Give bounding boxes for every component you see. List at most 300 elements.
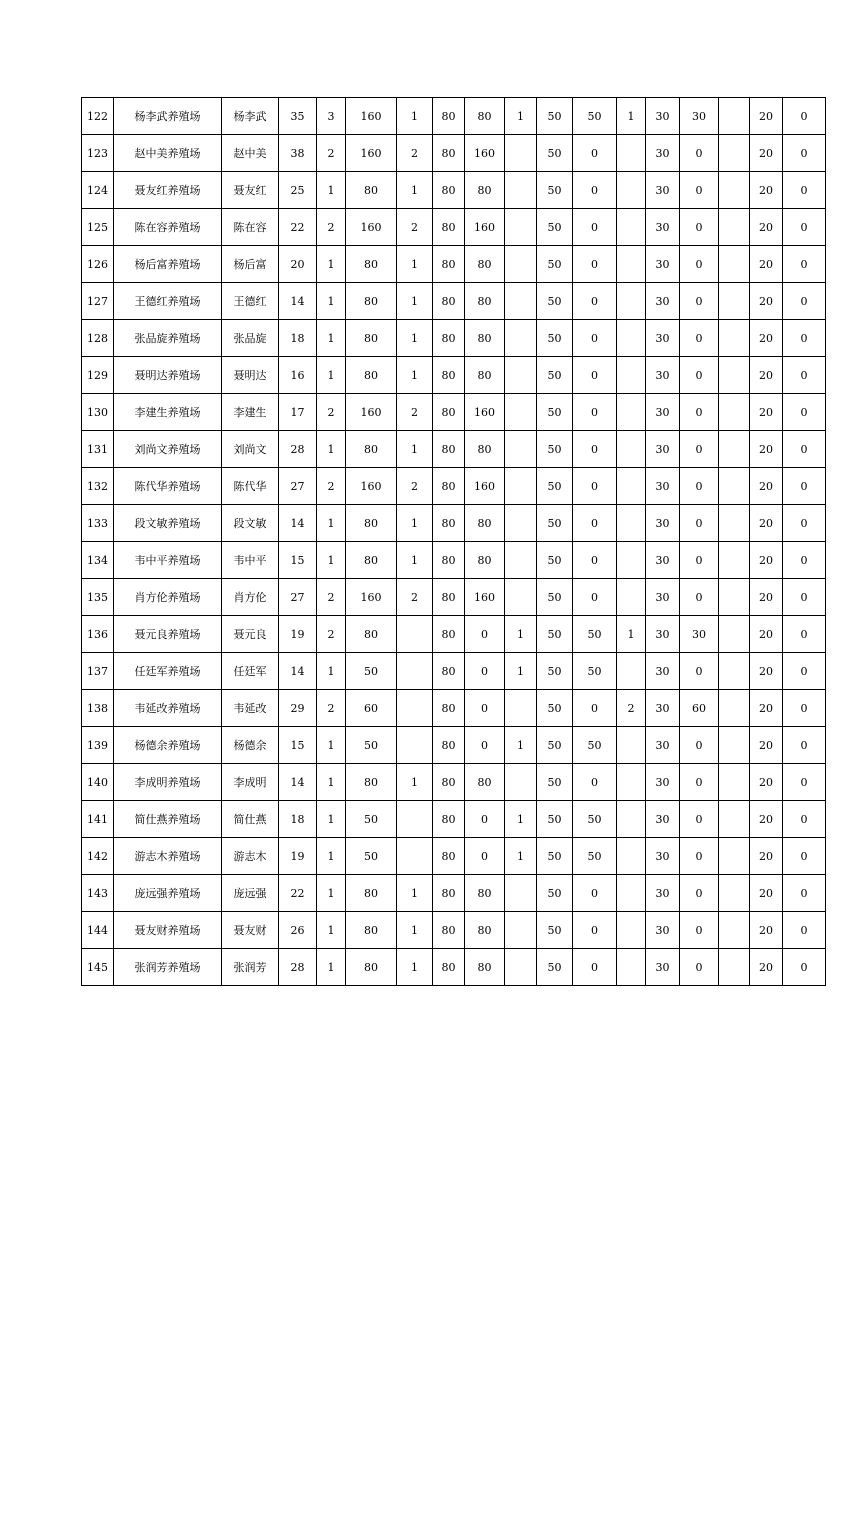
cell-col-11: 50 [537, 246, 573, 283]
cell-col-11: 50 [537, 690, 573, 727]
cell-col-5: 1 [317, 727, 346, 764]
cell-col-16 [719, 912, 750, 949]
cell-col-10 [505, 579, 537, 616]
cell-col-7 [397, 727, 433, 764]
cell-col-5: 3 [317, 98, 346, 135]
cell-owner-name: 陈在容 [222, 209, 279, 246]
cell-col-11: 50 [537, 838, 573, 875]
cell-col-8: 80 [433, 431, 465, 468]
cell-col-9: 160 [465, 394, 505, 431]
cell-owner-name: 李建生 [222, 394, 279, 431]
cell-col-10 [505, 431, 537, 468]
cell-col-6: 80 [346, 505, 397, 542]
cell-owner-name: 任廷军 [222, 653, 279, 690]
cell-col-13 [617, 357, 646, 394]
cell-owner-name: 刘尚文 [222, 431, 279, 468]
cell-col-4: 22 [279, 209, 317, 246]
cell-col-12: 0 [573, 912, 617, 949]
cell-col-11: 50 [537, 98, 573, 135]
cell-farm-name: 聂元良养殖场 [114, 616, 222, 653]
cell-col-17: 20 [750, 764, 783, 801]
cell-col-14: 30 [646, 949, 680, 986]
cell-col-13 [617, 431, 646, 468]
cell-col-7: 1 [397, 246, 433, 283]
cell-col-13 [617, 579, 646, 616]
cell-col-13 [617, 135, 646, 172]
cell-col-7 [397, 838, 433, 875]
cell-col-11: 50 [537, 764, 573, 801]
cell-col-13 [617, 912, 646, 949]
table-row [82, 727, 826, 764]
cell-col-7: 2 [397, 209, 433, 246]
cell-farm-name: 韦中平养殖场 [114, 542, 222, 579]
cell-col-18: 0 [783, 357, 826, 394]
cell-col-12: 0 [573, 579, 617, 616]
cell-col-8: 80 [433, 764, 465, 801]
cell-col-10: 1 [505, 653, 537, 690]
cell-col-18: 0 [783, 764, 826, 801]
cell-col-12: 0 [573, 172, 617, 209]
cell-col-5: 1 [317, 875, 346, 912]
cell-col-4: 19 [279, 838, 317, 875]
cell-col-5: 2 [317, 468, 346, 505]
cell-col-8: 80 [433, 357, 465, 394]
cell-col-13 [617, 764, 646, 801]
cell-col-18: 0 [783, 727, 826, 764]
cell-col-11: 50 [537, 727, 573, 764]
cell-farm-name: 庞远强养殖场 [114, 875, 222, 912]
cell-col-12: 0 [573, 875, 617, 912]
cell-col-6: 80 [346, 172, 397, 209]
cell-owner-name: 肖方伦 [222, 579, 279, 616]
cell-col-9: 80 [465, 98, 505, 135]
cell-col-8: 80 [433, 135, 465, 172]
cell-index: 123 [82, 135, 114, 172]
cell-col-14: 30 [646, 505, 680, 542]
cell-farm-name: 李成明养殖场 [114, 764, 222, 801]
cell-col-12: 0 [573, 357, 617, 394]
cell-col-17: 20 [750, 320, 783, 357]
table-row [82, 505, 826, 542]
cell-index: 140 [82, 764, 114, 801]
cell-col-4: 14 [279, 505, 317, 542]
cell-col-18: 0 [783, 579, 826, 616]
cell-col-13 [617, 283, 646, 320]
cell-col-18: 0 [783, 949, 826, 986]
cell-farm-name: 聂明达养殖场 [114, 357, 222, 394]
cell-col-11: 50 [537, 801, 573, 838]
cell-col-5: 2 [317, 209, 346, 246]
cell-farm-name: 杨后富养殖场 [114, 246, 222, 283]
cell-col-16 [719, 727, 750, 764]
cell-col-14: 30 [646, 875, 680, 912]
cell-col-16 [719, 653, 750, 690]
cell-col-18: 0 [783, 135, 826, 172]
cell-col-14: 30 [646, 320, 680, 357]
cell-col-15: 0 [680, 542, 719, 579]
cell-col-16 [719, 246, 750, 283]
cell-col-8: 80 [433, 209, 465, 246]
cell-owner-name: 聂元良 [222, 616, 279, 653]
cell-col-9: 80 [465, 912, 505, 949]
cell-col-12: 0 [573, 468, 617, 505]
cell-col-5: 2 [317, 394, 346, 431]
cell-col-10 [505, 135, 537, 172]
cell-col-9: 160 [465, 579, 505, 616]
cell-col-7: 2 [397, 468, 433, 505]
table-row [82, 579, 826, 616]
cell-col-13 [617, 949, 646, 986]
cell-col-12: 0 [573, 542, 617, 579]
cell-col-9: 0 [465, 727, 505, 764]
cell-col-8: 80 [433, 320, 465, 357]
cell-col-9: 160 [465, 209, 505, 246]
cell-col-14: 30 [646, 616, 680, 653]
table-row [82, 690, 826, 727]
cell-col-14: 30 [646, 209, 680, 246]
data-table [81, 97, 826, 986]
cell-col-5: 1 [317, 320, 346, 357]
cell-col-12: 0 [573, 690, 617, 727]
cell-col-10 [505, 764, 537, 801]
cell-col-13 [617, 727, 646, 764]
cell-col-17: 20 [750, 394, 783, 431]
cell-owner-name: 张润芳 [222, 949, 279, 986]
cell-col-16 [719, 690, 750, 727]
cell-col-12: 50 [573, 801, 617, 838]
cell-col-18: 0 [783, 838, 826, 875]
cell-col-11: 50 [537, 616, 573, 653]
cell-col-10 [505, 912, 537, 949]
cell-col-16 [719, 801, 750, 838]
cell-owner-name: 聂友财 [222, 912, 279, 949]
cell-col-16 [719, 838, 750, 875]
cell-col-13 [617, 209, 646, 246]
cell-col-11: 50 [537, 468, 573, 505]
cell-col-17: 20 [750, 135, 783, 172]
table-row [82, 875, 826, 912]
table-row [82, 431, 826, 468]
cell-col-12: 0 [573, 431, 617, 468]
cell-col-12: 50 [573, 616, 617, 653]
cell-col-14: 30 [646, 357, 680, 394]
cell-col-16 [719, 616, 750, 653]
cell-col-16 [719, 579, 750, 616]
cell-col-14: 30 [646, 283, 680, 320]
cell-col-8: 80 [433, 690, 465, 727]
cell-col-17: 20 [750, 98, 783, 135]
cell-col-12: 50 [573, 838, 617, 875]
cell-col-5: 1 [317, 542, 346, 579]
cell-col-8: 80 [433, 616, 465, 653]
cell-col-4: 16 [279, 357, 317, 394]
cell-col-17: 20 [750, 727, 783, 764]
table-row [82, 246, 826, 283]
cell-col-8: 80 [433, 727, 465, 764]
cell-index: 144 [82, 912, 114, 949]
cell-col-9: 80 [465, 283, 505, 320]
cell-col-14: 30 [646, 542, 680, 579]
cell-col-15: 60 [680, 690, 719, 727]
cell-owner-name: 聂友红 [222, 172, 279, 209]
cell-col-4: 28 [279, 431, 317, 468]
cell-col-9: 160 [465, 135, 505, 172]
cell-col-17: 20 [750, 542, 783, 579]
cell-col-7 [397, 653, 433, 690]
cell-col-6: 160 [346, 468, 397, 505]
cell-col-9: 0 [465, 838, 505, 875]
cell-index: 125 [82, 209, 114, 246]
cell-col-18: 0 [783, 209, 826, 246]
cell-col-13 [617, 875, 646, 912]
cell-col-16 [719, 283, 750, 320]
cell-col-4: 18 [279, 801, 317, 838]
cell-col-5: 1 [317, 838, 346, 875]
cell-col-7: 2 [397, 394, 433, 431]
cell-col-7: 1 [397, 172, 433, 209]
cell-col-14: 30 [646, 838, 680, 875]
cell-col-15: 0 [680, 394, 719, 431]
cell-col-6: 160 [346, 579, 397, 616]
table-row [82, 394, 826, 431]
cell-col-9: 0 [465, 653, 505, 690]
cell-col-12: 0 [573, 764, 617, 801]
cell-col-8: 80 [433, 98, 465, 135]
cell-col-15: 0 [680, 764, 719, 801]
cell-col-6: 50 [346, 801, 397, 838]
cell-col-6: 80 [346, 875, 397, 912]
cell-col-10 [505, 246, 537, 283]
cell-col-17: 20 [750, 949, 783, 986]
cell-index: 139 [82, 727, 114, 764]
cell-index: 128 [82, 320, 114, 357]
cell-index: 134 [82, 542, 114, 579]
cell-col-16 [719, 98, 750, 135]
cell-col-11: 50 [537, 394, 573, 431]
cell-col-9: 80 [465, 505, 505, 542]
cell-col-4: 27 [279, 579, 317, 616]
cell-col-17: 20 [750, 246, 783, 283]
cell-col-18: 0 [783, 468, 826, 505]
cell-col-9: 80 [465, 357, 505, 394]
cell-col-9: 80 [465, 542, 505, 579]
cell-owner-name: 庞远强 [222, 875, 279, 912]
cell-index: 141 [82, 801, 114, 838]
cell-col-6: 80 [346, 764, 397, 801]
cell-col-5: 1 [317, 505, 346, 542]
cell-col-17: 20 [750, 431, 783, 468]
cell-col-9: 0 [465, 801, 505, 838]
cell-farm-name: 张品旋养殖场 [114, 320, 222, 357]
cell-index: 137 [82, 653, 114, 690]
cell-col-13 [617, 394, 646, 431]
cell-col-18: 0 [783, 320, 826, 357]
cell-col-14: 30 [646, 98, 680, 135]
cell-farm-name: 杨德余养殖场 [114, 727, 222, 764]
cell-col-18: 0 [783, 653, 826, 690]
cell-col-9: 0 [465, 616, 505, 653]
cell-col-4: 38 [279, 135, 317, 172]
cell-col-4: 29 [279, 690, 317, 727]
cell-col-11: 50 [537, 912, 573, 949]
cell-farm-name: 杨李武养殖场 [114, 98, 222, 135]
cell-farm-name: 刘尚文养殖场 [114, 431, 222, 468]
cell-col-5: 1 [317, 949, 346, 986]
cell-col-13 [617, 653, 646, 690]
cell-index: 133 [82, 505, 114, 542]
table-row [82, 912, 826, 949]
cell-col-11: 50 [537, 875, 573, 912]
cell-col-6: 160 [346, 98, 397, 135]
cell-col-15: 0 [680, 135, 719, 172]
cell-col-7: 1 [397, 431, 433, 468]
cell-index: 145 [82, 949, 114, 986]
cell-col-7: 1 [397, 320, 433, 357]
cell-farm-name: 游志木养殖场 [114, 838, 222, 875]
cell-col-9: 80 [465, 764, 505, 801]
cell-col-12: 0 [573, 949, 617, 986]
cell-col-18: 0 [783, 505, 826, 542]
cell-col-10: 1 [505, 616, 537, 653]
cell-col-5: 2 [317, 135, 346, 172]
cell-col-11: 50 [537, 357, 573, 394]
cell-col-11: 50 [537, 505, 573, 542]
cell-col-14: 30 [646, 801, 680, 838]
cell-col-16 [719, 357, 750, 394]
cell-col-16 [719, 172, 750, 209]
cell-farm-name: 任廷军养殖场 [114, 653, 222, 690]
cell-farm-name: 韦延改养殖场 [114, 690, 222, 727]
table-row [82, 320, 826, 357]
cell-col-17: 20 [750, 690, 783, 727]
cell-col-10 [505, 394, 537, 431]
cell-owner-name: 赵中美 [222, 135, 279, 172]
cell-owner-name: 陈代华 [222, 468, 279, 505]
cell-col-18: 0 [783, 616, 826, 653]
cell-col-10 [505, 172, 537, 209]
table-row [82, 616, 826, 653]
cell-col-17: 20 [750, 357, 783, 394]
cell-col-12: 0 [573, 505, 617, 542]
cell-col-18: 0 [783, 690, 826, 727]
cell-col-10 [505, 468, 537, 505]
cell-col-15: 0 [680, 320, 719, 357]
cell-col-5: 1 [317, 801, 346, 838]
cell-farm-name: 赵中美养殖场 [114, 135, 222, 172]
cell-col-14: 30 [646, 468, 680, 505]
cell-col-6: 160 [346, 394, 397, 431]
cell-col-10 [505, 875, 537, 912]
cell-col-6: 80 [346, 616, 397, 653]
cell-col-4: 17 [279, 394, 317, 431]
cell-col-7: 1 [397, 542, 433, 579]
cell-col-8: 80 [433, 838, 465, 875]
cell-col-7 [397, 690, 433, 727]
cell-col-6: 80 [346, 246, 397, 283]
table-row [82, 283, 826, 320]
cell-col-9: 80 [465, 172, 505, 209]
cell-col-15: 0 [680, 468, 719, 505]
cell-col-16 [719, 209, 750, 246]
cell-col-12: 0 [573, 246, 617, 283]
cell-col-7: 1 [397, 949, 433, 986]
cell-col-6: 80 [346, 542, 397, 579]
cell-col-12: 50 [573, 98, 617, 135]
cell-col-7: 1 [397, 98, 433, 135]
cell-col-5: 1 [317, 172, 346, 209]
cell-col-15: 0 [680, 283, 719, 320]
table-row [82, 542, 826, 579]
cell-col-16 [719, 875, 750, 912]
cell-col-15: 30 [680, 616, 719, 653]
cell-col-9: 80 [465, 246, 505, 283]
cell-col-14: 30 [646, 764, 680, 801]
cell-farm-name: 聂友财养殖场 [114, 912, 222, 949]
cell-col-17: 20 [750, 209, 783, 246]
cell-col-6: 80 [346, 357, 397, 394]
cell-col-13 [617, 505, 646, 542]
cell-index: 143 [82, 875, 114, 912]
cell-col-4: 18 [279, 320, 317, 357]
cell-col-10: 1 [505, 838, 537, 875]
cell-col-6: 80 [346, 912, 397, 949]
cell-col-8: 80 [433, 542, 465, 579]
cell-col-4: 28 [279, 949, 317, 986]
cell-col-8: 80 [433, 912, 465, 949]
table-row [82, 357, 826, 394]
cell-col-7: 1 [397, 875, 433, 912]
cell-col-9: 80 [465, 875, 505, 912]
cell-farm-name: 李建生养殖场 [114, 394, 222, 431]
cell-col-4: 22 [279, 875, 317, 912]
cell-col-4: 19 [279, 616, 317, 653]
cell-col-7: 1 [397, 912, 433, 949]
cell-farm-name: 肖方伦养殖场 [114, 579, 222, 616]
cell-owner-name: 简仕燕 [222, 801, 279, 838]
cell-col-7: 1 [397, 764, 433, 801]
cell-col-6: 80 [346, 949, 397, 986]
cell-col-10 [505, 542, 537, 579]
cell-index: 127 [82, 283, 114, 320]
cell-col-9: 80 [465, 431, 505, 468]
cell-index: 138 [82, 690, 114, 727]
cell-col-16 [719, 431, 750, 468]
cell-owner-name: 杨德余 [222, 727, 279, 764]
cell-col-15: 0 [680, 653, 719, 690]
cell-col-5: 1 [317, 431, 346, 468]
cell-col-15: 30 [680, 98, 719, 135]
cell-col-12: 0 [573, 320, 617, 357]
cell-farm-name: 张润芳养殖场 [114, 949, 222, 986]
cell-col-9: 160 [465, 468, 505, 505]
cell-col-11: 50 [537, 542, 573, 579]
cell-col-10 [505, 505, 537, 542]
cell-index: 132 [82, 468, 114, 505]
cell-col-5: 1 [317, 653, 346, 690]
cell-col-4: 14 [279, 283, 317, 320]
cell-col-18: 0 [783, 246, 826, 283]
cell-col-18: 0 [783, 172, 826, 209]
cell-col-15: 0 [680, 172, 719, 209]
cell-index: 142 [82, 838, 114, 875]
table-row [82, 209, 826, 246]
table-row [82, 801, 826, 838]
cell-index: 135 [82, 579, 114, 616]
cell-col-15: 0 [680, 838, 719, 875]
cell-col-9: 80 [465, 949, 505, 986]
cell-col-15: 0 [680, 875, 719, 912]
cell-col-8: 80 [433, 468, 465, 505]
